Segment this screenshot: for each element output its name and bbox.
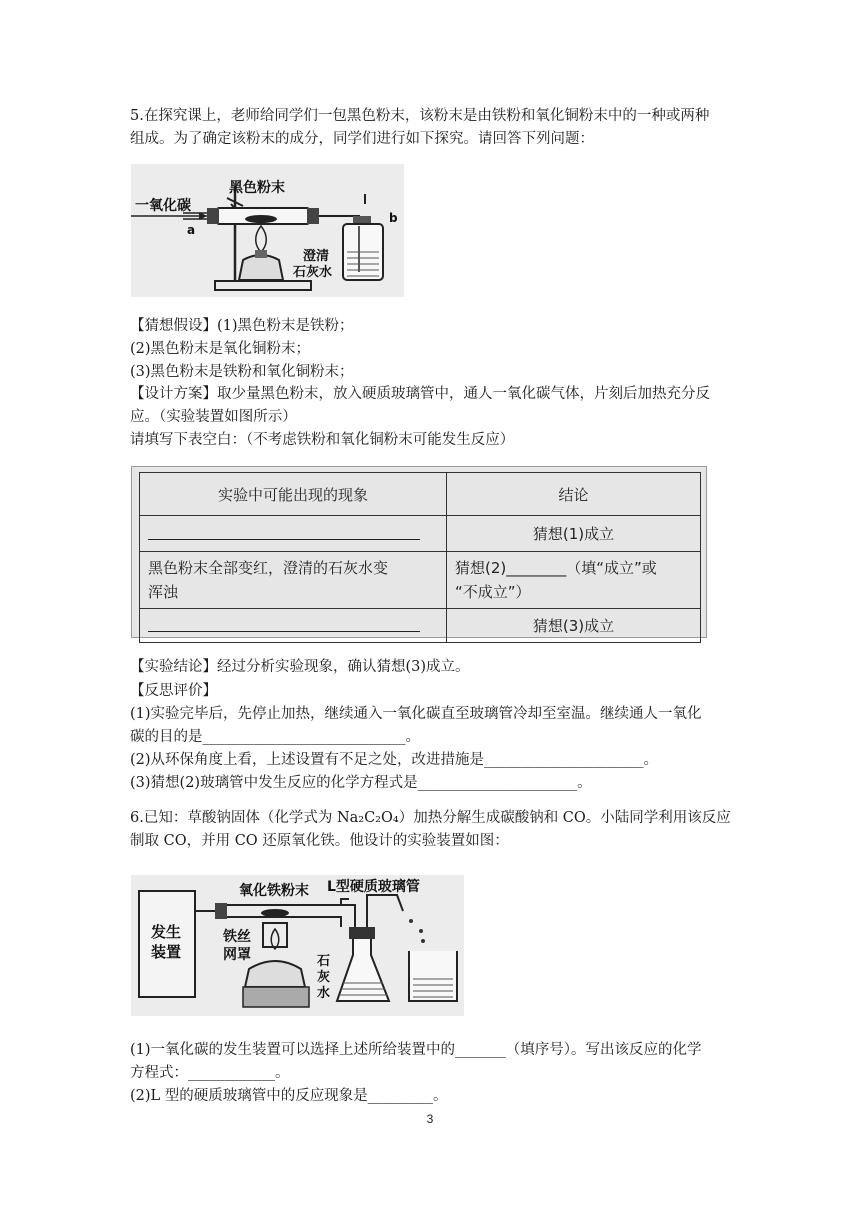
header-conclusion: 结论 <box>447 473 701 516</box>
generator-label-1: 发生 <box>151 923 182 941</box>
point-a-label: a <box>187 223 196 237</box>
experiment-conclusion: 【实验结论】经过分析实验现象，确认猜想(3)成立。 <box>130 659 470 675</box>
row2-conclusion-line-1: 猜想(2)________（填“成立”或 <box>455 559 657 577</box>
lime-label-1: 石 <box>317 954 331 969</box>
page-number: 3 <box>426 1112 434 1126</box>
design-line-1: 【设计方案】取少量黑色粉末，放入硬质玻璃管中，通人一氧化碳气体，片刻后加热充分反 <box>130 386 710 402</box>
generator-label-2: 装置 <box>151 943 182 961</box>
row3-conclusion: 猜想(3)成立 <box>447 609 701 643</box>
limewater-label-2: 石灰水 <box>293 265 333 280</box>
stand-base <box>215 281 311 290</box>
mesh-label-1: 铁丝 <box>223 929 251 945</box>
phenomenon-conclusion-table <box>131 466 707 638</box>
flame <box>256 226 267 252</box>
lamp-block <box>243 987 309 1007</box>
row2-phenomenon <box>140 552 447 609</box>
q5-intro-line-1: 5.在探究课上，老师给同学们一包黑色粉末，该粉末是由铁粉和氧化铜粉末中的一种或两种 <box>130 108 710 124</box>
limewater-label-1: 澄清 <box>303 249 330 264</box>
row1-phenomenon-blank <box>140 516 447 552</box>
row3-phenomenon-blank <box>140 609 447 643</box>
reflection-q2: (2)从环保角度上看，上述设置有不足之处，改进措施是______________________。 <box>130 752 659 768</box>
iron-oxide-powder <box>261 909 289 917</box>
table-row <box>140 609 701 643</box>
q6-intro-line-1: 6.已知：草酸钠固体（化学式为 Na₂C₂O₄）加热分解生成碳酸钠和 CO。小陆同学利用该反应 <box>130 810 731 826</box>
reflection-title: 【反思评价】 <box>130 683 217 699</box>
conical-flask <box>337 939 389 1001</box>
row2-conclusion <box>447 552 701 609</box>
q6-question-1-line-2: 方程式：____________。 <box>130 1065 290 1081</box>
co-label: 一氧化碳 <box>135 198 191 214</box>
hypothesis-3: (3)黑色粉末是铁粉和氧化铜粉末； <box>130 364 354 380</box>
design-line-2: 应。（实验装置如图所示） <box>130 409 297 425</box>
reflection-q1-line-2: 碳的目的是____________________________。 <box>130 729 420 745</box>
powder-label: 黑色粉末 <box>229 180 285 196</box>
alcohol-lamp <box>239 255 283 280</box>
mesh-label-2: 网罩 <box>223 947 251 963</box>
lime-label-3: 水 <box>317 986 331 1001</box>
table-intro: 请填写下表空白：（不考虑铁粉和氧化铜粉末可能发生反应） <box>130 432 515 448</box>
stopper-right <box>307 208 319 224</box>
table-row <box>140 516 701 552</box>
results-table <box>139 472 701 643</box>
hypothesis-2: (2)黑色粉末是氧化铜粉末； <box>130 341 311 357</box>
wire-mesh <box>263 923 287 947</box>
hypothesis-1: 【猜想假设】(1)黑色粉末是铁粉； <box>130 318 354 334</box>
iron-oxide-label: 氧化铁粉末 <box>239 883 309 899</box>
reflection-q1-line-1: (1)实验完毕后，先停止加热，继续通入一氧化碳直至玻璃管冷却至室温。继续通人一氧化 <box>130 706 702 722</box>
header-phenomenon: 实验中可能出现的现象 <box>140 473 447 516</box>
table-header-row <box>140 473 701 516</box>
reflection-q3: (3)猜想(2)玻璃管中发生反应的化学方程式是______________________。 <box>130 775 592 791</box>
q6-question-1-line-1: (1)一氧化碳的发生装置可以选择上述所给装置中的_______（填序号）。写出该反应的化学 <box>130 1042 702 1058</box>
q5-intro-line-2: 组成。为了确定该粉末的成分，同学们进行如下探究。请回答下列问题： <box>130 131 594 147</box>
q5-apparatus-figure <box>131 164 404 297</box>
q6-question-2: (2)L 型的硬质玻璃管中的反应现象是_________。 <box>130 1088 448 1104</box>
stopper-left <box>207 208 219 224</box>
row1-conclusion: 猜想(1)成立 <box>447 516 701 552</box>
black-powder <box>245 215 277 223</box>
beaker <box>409 951 457 1001</box>
lime-label-2: 灰 <box>317 970 331 985</box>
table-row <box>140 552 701 609</box>
row2-conclusion-line-2: “不成立”） <box>455 583 531 601</box>
q6-apparatus-drawing <box>131 875 464 1016</box>
alcohol-lamp <box>245 961 305 987</box>
point-b-label: b <box>389 211 398 225</box>
row2-phenomenon-line-2: 浑浊 <box>148 583 179 601</box>
l-tube-label: L型硬质玻璃管 <box>327 879 420 895</box>
row2-phenomenon-line-1: 黑色粉末全部变红，澄清的石灰水变 <box>148 559 389 577</box>
q6-apparatus-figure <box>131 875 464 1016</box>
q5-apparatus-drawing <box>131 164 404 297</box>
q6-intro-line-2: 制取 CO，并用 CO 还原氧化铁。他设计的实验装置如图： <box>130 833 509 849</box>
